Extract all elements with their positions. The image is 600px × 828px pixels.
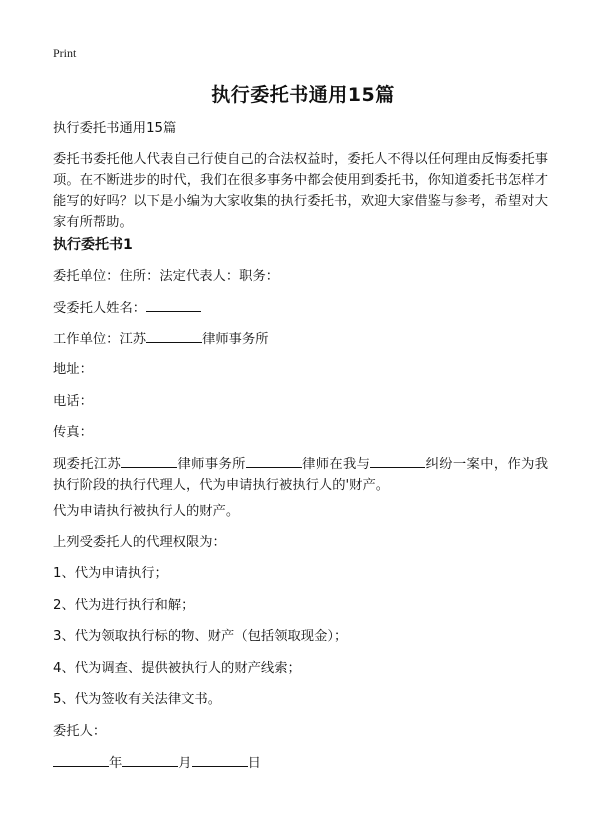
entrust-text-1: 现委托江苏 (53, 457, 122, 472)
agent-name-line (53, 297, 548, 319)
agent-name-blank (146, 297, 201, 312)
entrust-text-2: 律师事务所 (177, 457, 246, 472)
print-link[interactable]: Print (53, 46, 77, 60)
entrust-blank-1 (121, 453, 177, 468)
work-unit-label: 工作单位：江苏 (53, 332, 147, 347)
authority-item: 1、代为申请执行； (53, 566, 168, 581)
document-subtitle: 执行委托书通用15篇 (53, 121, 177, 136)
day-label: 日 (247, 756, 261, 771)
work-unit-suffix: 律师事务所 (202, 332, 269, 347)
date-line (53, 752, 548, 774)
entrust-text-3: 律师在我与 (301, 457, 371, 472)
client-unit-line: 委托单位：住所：法定代表人：职务： (53, 269, 280, 284)
authority-item: 5、代为签收有关法律文书。 (53, 692, 222, 707)
intro-paragraph: 委托书委托他人代表自己行使自己的合法权益时，委托人不得以任何理由反悔委托事项。在不断进步的时代，我们在很多事务中都会使用到委托书，你知道委托书怎样才能写的好吗？以下是小编为大家收集的执行委托书，欢迎大家借鉴与参考，希望对大家有所帮助。 (53, 152, 548, 230)
agent-name-label: 受委托人姓名： (53, 301, 147, 316)
authority-item: 3、代为领取执行标的物、财产（包括领取现金）； (53, 629, 348, 644)
authority-item: 4、代为调查、提供被执行人的财产线索； (53, 661, 301, 676)
authority-heading: 上列受委托人的代理权限为： (53, 535, 226, 550)
principal-line: 委托人： (53, 724, 107, 739)
fax-line: 传真： (53, 425, 93, 440)
section-heading: 执行委托书1 (53, 237, 133, 253)
work-unit-line (53, 328, 548, 350)
year-blank (53, 752, 109, 767)
document-title: 执行委托书通用15篇 (211, 84, 395, 106)
year-label: 年 (109, 756, 123, 771)
entrust-blank-3 (370, 453, 425, 468)
work-unit-blank (146, 328, 202, 343)
authority-item: 2、代为进行执行和解； (53, 598, 195, 613)
day-blank (192, 752, 248, 767)
month-blank (122, 752, 178, 767)
entrust-blank-2 (246, 453, 302, 468)
month-label: 月 (178, 756, 192, 771)
entrust-text-4: 纠纷一案中，作为我执行阶段的执行代理人，代为申请执行被执行人的'财产。 (53, 457, 549, 493)
address-line: 地址： (53, 362, 93, 377)
phone-line: 电话： (53, 394, 93, 409)
entrust-paragraph (53, 453, 548, 496)
apply-execution-line: 代为申请执行被执行人的财产。 (53, 504, 240, 519)
